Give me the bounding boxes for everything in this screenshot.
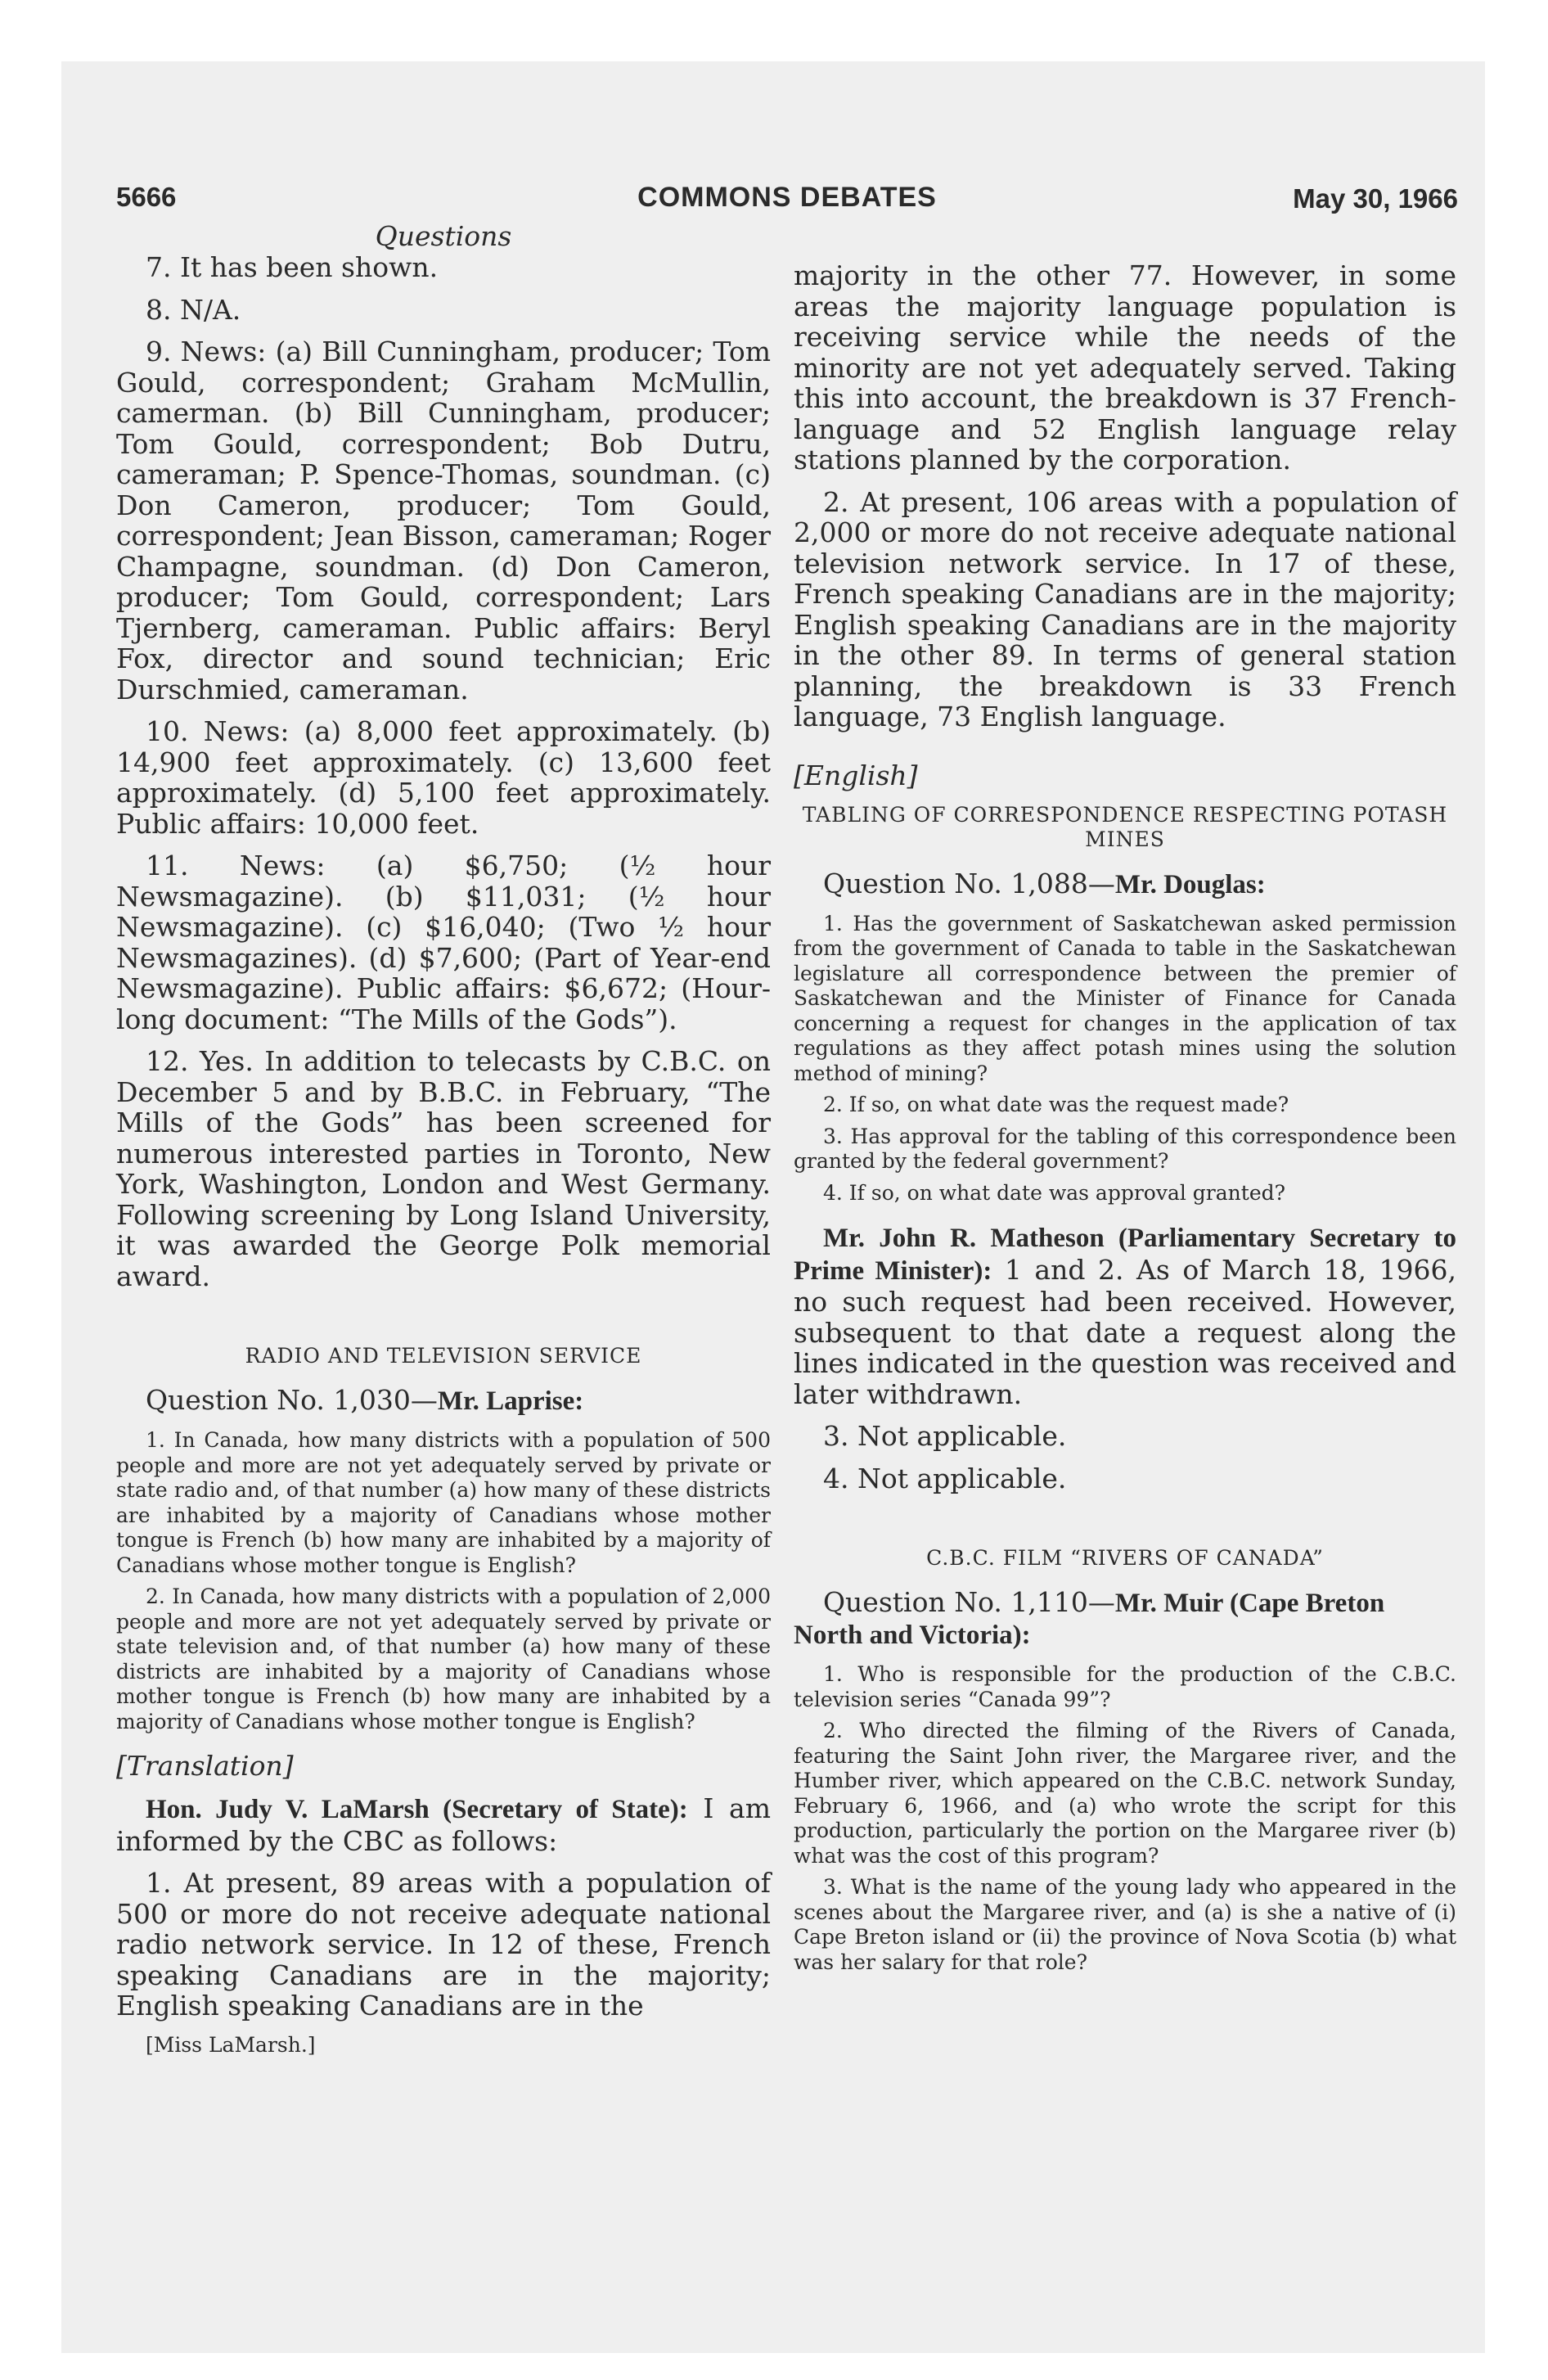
speaker-lamarsh [116, 1793, 771, 1856]
question-member: Mr. Laprise: [437, 1386, 584, 1416]
section-heading-radio-tv: RADIO AND TELEVISION SERVICE [245, 1344, 642, 1368]
continued-speaker: [Miss LaMarsh.] [146, 2032, 316, 2057]
question-number: Question No. 1,030— [146, 1384, 438, 1416]
section-subhead: Questions [375, 220, 512, 252]
left-column [116, 221, 771, 2058]
answer-12: 12. Yes. In addition to telecasts by C.B.C. on December 5 and by B.B.C. in February, “The Mills of the Gods” has been screened for numerous interested parties in Toronto, New York, Washington, London and West Germany. Following screening by Long Island University, it was awarded the George Polk memorial award. [116, 1045, 771, 1292]
question-1110-part-1: 1. Who is responsible for the production of the C.B.C. television series “Canada 99”? [794, 1662, 1456, 1711]
right-column [794, 260, 1456, 1975]
english-marker: [English] [794, 759, 918, 791]
section-heading-potash: TABLING OF CORRESPONDENCE RESPECTING POTASH MINES [802, 802, 1448, 851]
speaker-text: I am informed by the CBC as follows: [116, 1792, 771, 1857]
answer-8: 8. N/A. [146, 293, 241, 326]
translation-marker: [Translation] [116, 1750, 294, 1782]
question-1030-part-2: 2. In Canada, how many districts with a population of 2,000 people and more are not yet adequately served by private or state television and, of that number (a) how many of these districts are inhabited by a majority of Canadians whose mother tongue is French (b) how many are inhabited by a majority of Canadians whose mother tongue is English? [116, 1584, 771, 1733]
question-number: Question No. 1,088— [823, 867, 1115, 899]
speaker-name: Hon. Judy V. LaMarsh (Secretary of State): [146, 1795, 688, 1824]
question-number: Question No. 1,110— [823, 1586, 1115, 1618]
question-1110-heading [794, 1587, 1456, 1651]
answer-3: 3. Not applicable. [823, 1420, 1067, 1452]
publication-title: COMMONS DEBATES [637, 182, 937, 213]
question-member: Mr. Muir (Cape Breton North and Victoria): [794, 1589, 1385, 1650]
question-1088-part-1: 1. Has the government of Saskatchewan asked permission from the government of Canada to table in the Saskatchewan legislature all correspondence between the premier of Saskatchewan and the Minister of Finance for Canada concerning a request for changes in the application of tax regulations as they affect potash mines using the solution method of mining? [794, 911, 1456, 1085]
question-1030-heading [116, 1385, 771, 1417]
page-header [116, 182, 1458, 223]
reply-1-continued: majority in the other 77. However, in some areas the majority language population is receiving service while the needs of the minority are not yet adequately served. Taking this into account, the breakdown is 37 French-language and 52 English language relay stations planned by the corporation. [794, 259, 1456, 476]
speaker-matheson [794, 1222, 1456, 1409]
speaker-name: Mr. John R. Matheson (Parliamentary Secretary to Prime Minister): [794, 1224, 1456, 1286]
question-1088-heading [794, 868, 1456, 900]
reply-2: 2. At present, 106 areas with a population of 2,000 or more do not receive adequate national television network service. In 17 of these, French speaking Canadians are in the majority; English speaking Canadians are in the majority in the other 89. In terms of general station planning, the breakdown is 33 French language, 73 English language. [794, 485, 1456, 732]
question-1110-part-3: 3. What is the name of the young lady who appeared in the scenes about the Margaree river, and (a) is she a native of (i) Cape Breton island or (ii) the province of Nova Scotia (b) what was her salary for that role? [794, 1875, 1456, 1974]
reply-1: 1. At present, 89 areas with a population of 500 or more do not receive adequate national radio network service. In 12 of these, French speaking Canadians are in the majority; English speaking Canadians are in the [116, 1867, 771, 2022]
answer-9: 9. News: (a) Bill Cunningham, producer; Tom Gould, correspondent; Graham McMullin, camerman. (b) Bill Cunningham, producer; Tom Gould, correspondent; Bob Dutru, cameraman; P. Spence-Thomas, soundman. (c) Don Cameron, producer; Tom Gould, correspondent; Jean Bisson, cameraman; Roger Champagne, soundman. (d) Don Cameron, producer; Tom Gould, correspondent; Lars Tjernberg, cameraman. Public affairs: Beryl Fox, director and sound technician; Eric Durschmied, cameraman. [116, 336, 771, 705]
question-1088-part-4: 4. If so, on what date was approval granted? [823, 1180, 1286, 1205]
question-1030-part-1: 1. In Canada, how many districts with a population of 500 people and more are not yet adequately served by private or state radio and, of that number (a) how many of these districts are inhabited by a majority of Canadians whose mother tongue is French (b) how many are inhabited by a majority of Canadians whose mother tongue is English? [116, 1428, 771, 1577]
question-1088-part-2: 2. If so, on what date was the request made? [823, 1093, 1289, 1116]
answer-11: 11. News: (a) $6,750; (½ hour Newsmagazine). (b) $11,031; (½ hour Newsmagazine). (c) $16,040; (Two ½ hour Newsmagazines). (d) $7,600; (Part of Year-end Newsmagazine). Public affairs: $6,672; (Hour-long document: “The Mills of the Gods”). [116, 850, 771, 1035]
question-1088-part-3: 3. Has approval for the tabling of this correspondence been granted by the federal government? [794, 1124, 1456, 1173]
answer-10: 10. News: (a) 8,000 feet approximately. (b) 14,900 feet approximately. (c) 13,600 feet approximately. (d) 5,100 feet approximately. Public affairs: 10,000 feet. [116, 715, 771, 840]
answer-7: 7. It has been shown. [146, 251, 439, 283]
section-heading-cbc-film: C.B.C. FILM “RIVERS OF CANADA” [926, 1546, 1324, 1570]
question-1110-part-2: 2. Who directed the filming of the Rivers of Canada, featuring the Saint John river, the Margaree river, and the Humber river, which appeared on the C.B.C. network Sunday, February 6, 1966, and (a) who wrote the script for this production, particularly the portion on the Margaree river (b) what was the cost of this program? [794, 1719, 1456, 1868]
question-member: Mr. Douglas: [1114, 869, 1266, 899]
speaker-text: 1 and 2. As of March 18, 1966, no such request had been received. However, subsequent to that date a request along the lines indicated in the question was received and later withdrawn. [794, 1253, 1456, 1410]
page-date: May 30, 1966 [1293, 183, 1458, 214]
page-number: 5666 [116, 182, 177, 212]
answer-4: 4. Not applicable. [823, 1462, 1067, 1494]
